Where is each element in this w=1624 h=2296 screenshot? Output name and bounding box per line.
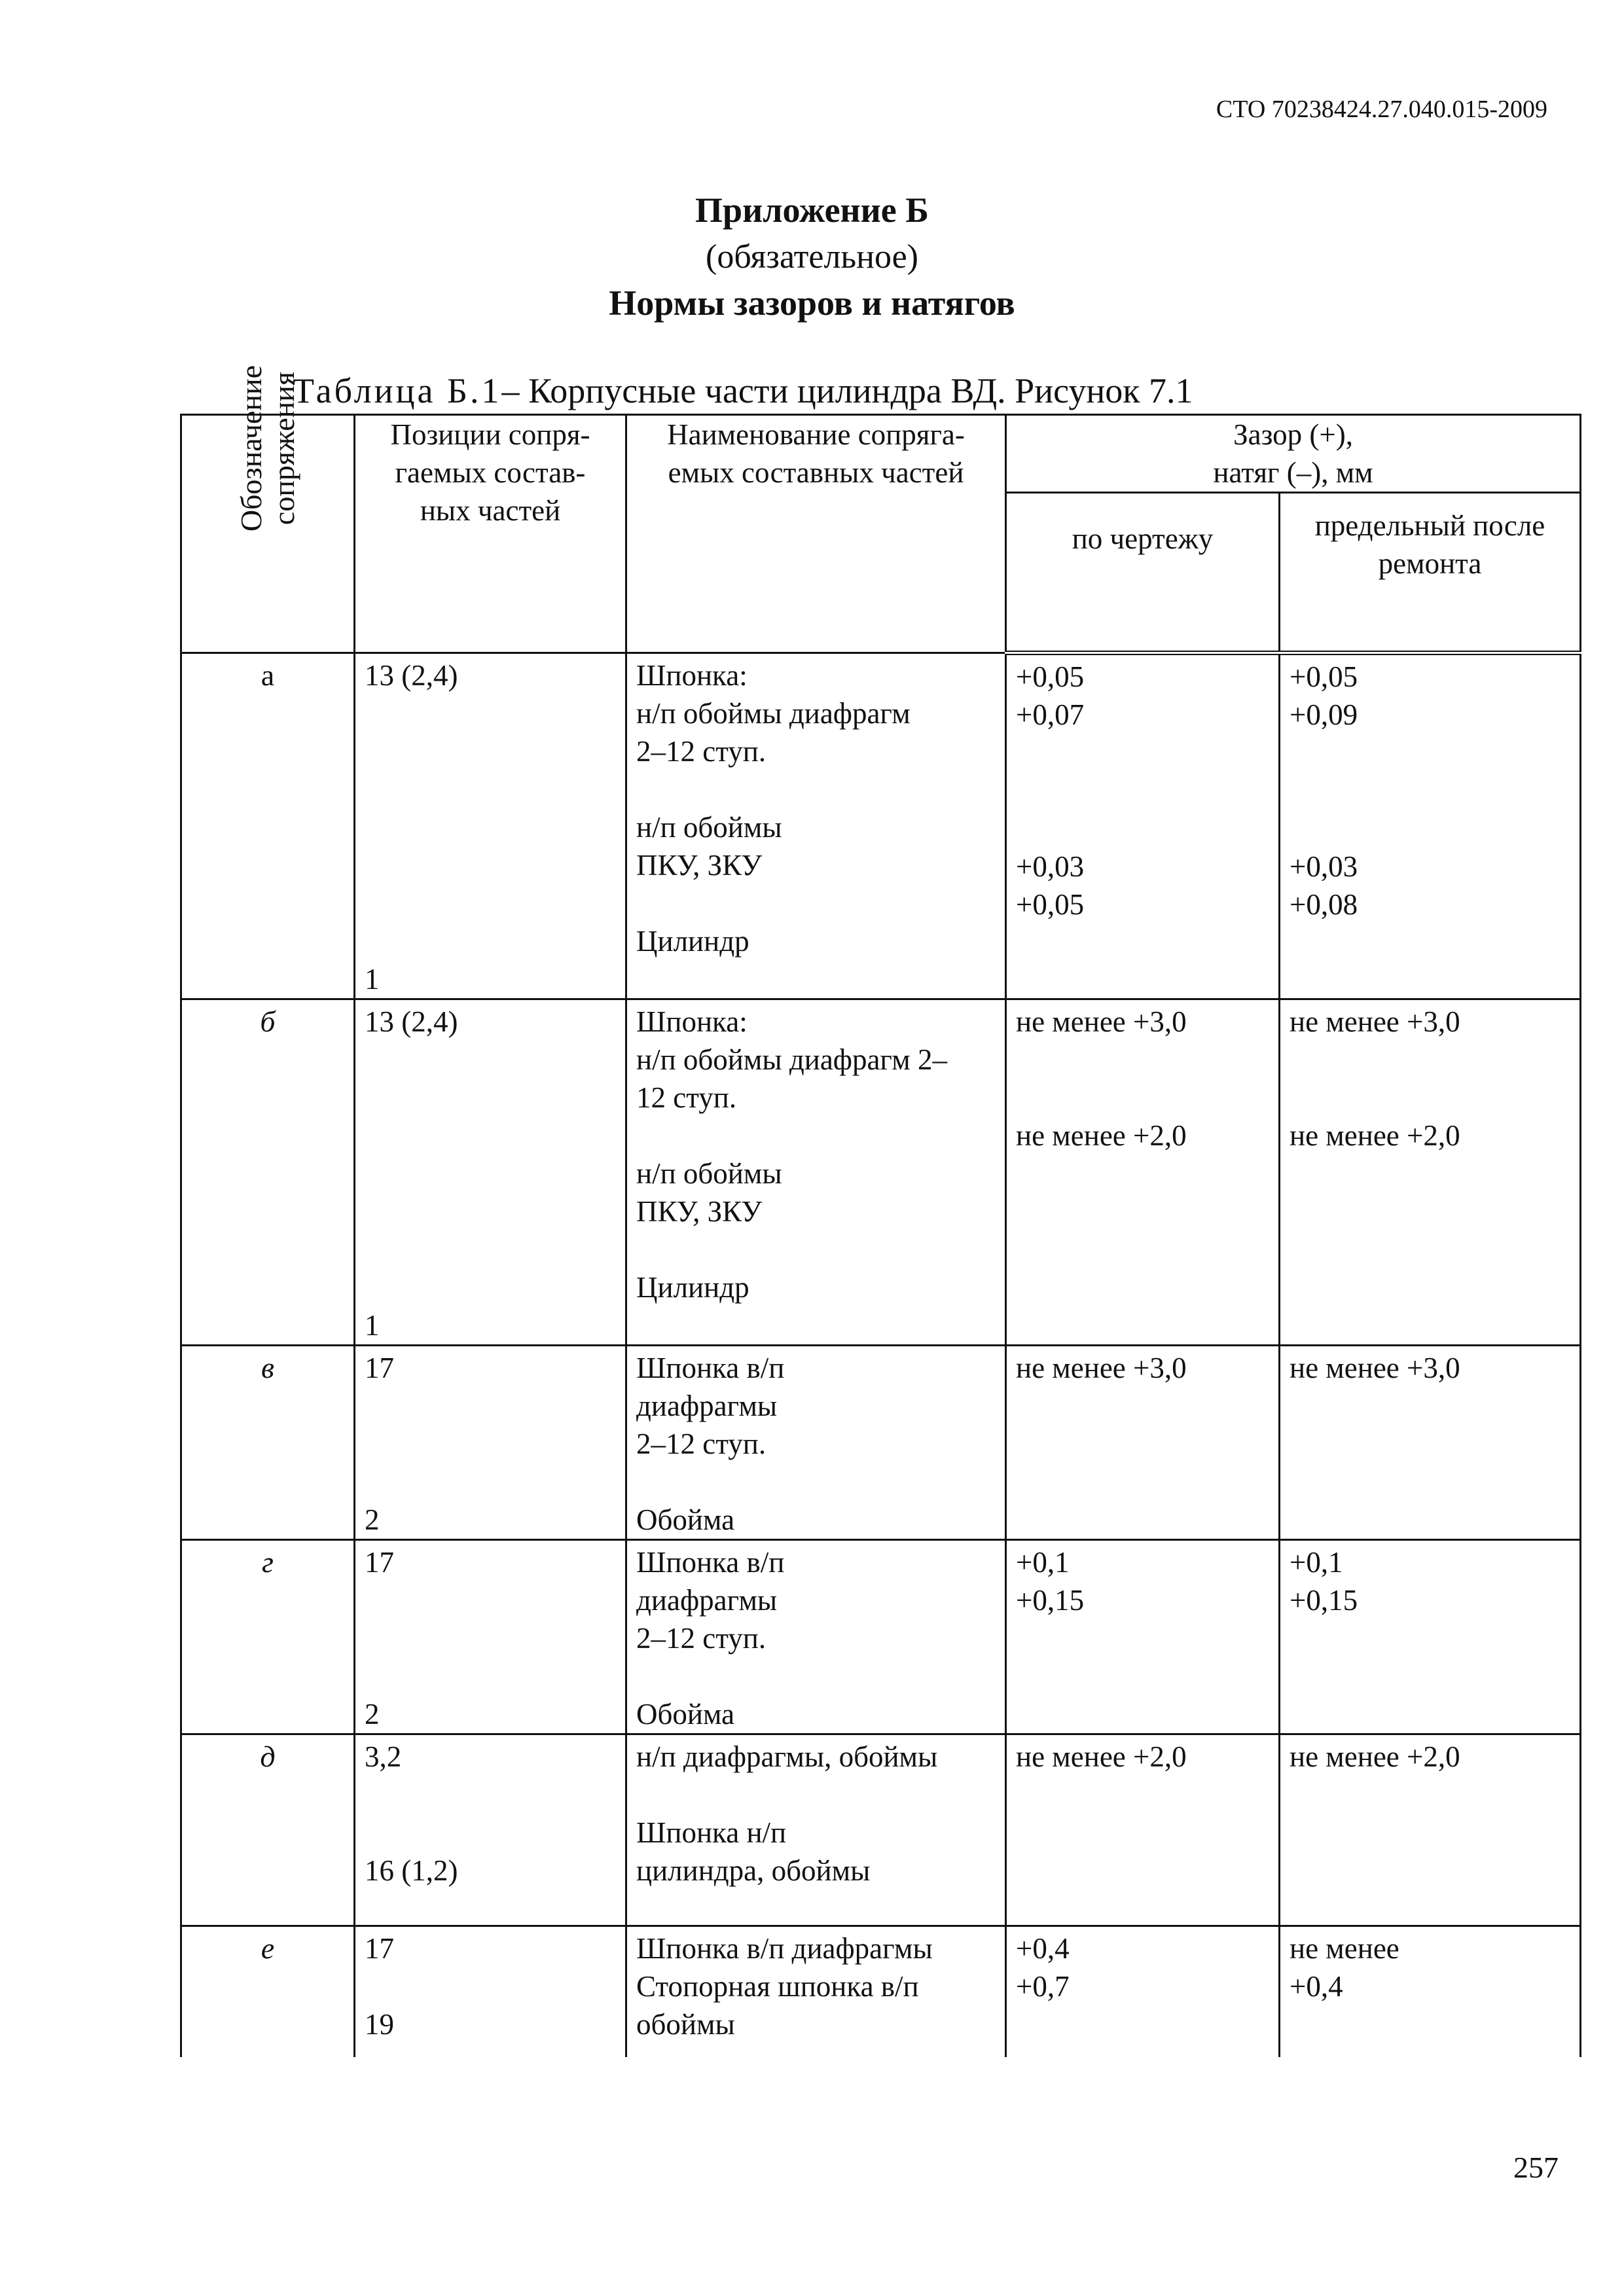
row-names-cell [626,653,1006,999]
cell-line: 17 [365,1352,394,1384]
row-symbol: е [181,1926,355,2057]
row-names-cell [626,1926,1006,2057]
header-by-drawing [1006,493,1280,653]
row-by-drawing-cell [1006,999,1280,1346]
cell-line: +0,03 [1016,850,1085,883]
cell-line: 16 (1,2) [365,1854,458,1887]
header-names [626,415,1006,653]
cell-line: н/п диафрагмы, обоймы [636,1740,938,1773]
cell-line: 17 [365,1932,394,1965]
cell-line: 17 [365,1546,394,1579]
cell-line [636,770,996,808]
row-by-drawing-cell [1006,1540,1280,1734]
header-limit-after-repair [1280,493,1581,653]
cell-line: не менее +3,0 [1290,1352,1460,1384]
row-positions-cell [355,999,626,1346]
header-by-drawing-text: по чертежу [1072,522,1214,555]
document-code: СТО 70238424.27.040.015-2009 [1216,96,1547,123]
row-limit-cell [1280,1540,1581,1734]
table-caption [293,370,1193,411]
row-symbol: б [181,999,355,1346]
row-symbol: д [181,1734,355,1926]
cell-line: 13 (2,4) [365,659,458,692]
cell-line [365,1967,616,2005]
cell-line: не менее +2,0 [1016,1740,1187,1773]
table-row [181,1734,1581,1926]
cell-line: не менее +2,0 [1290,1740,1460,1773]
table-caption-label: Таблица Б.1 [293,371,502,410]
cell-line: диафрагмы [636,1584,778,1617]
cell-line: 2 [365,1698,380,1731]
cell-line: Шпонка: [636,659,748,692]
header-designation-text: Обозначение сопряжения [234,365,301,532]
cell-line [1016,1041,1269,1079]
cell-line: н/п обоймы [636,811,782,844]
cell-line [365,1776,616,1814]
cell-line: н/п обоймы диафрагм 2– [636,1043,948,1076]
row-positions-cell [355,1926,626,2057]
header-positions-text: Позиции сопря-гаемых состав-ных частей [390,418,590,527]
cell-line: Цилиндр [636,925,749,958]
cell-line: цилиндра, обоймы [636,1854,871,1887]
row-symbol: в [181,1346,355,1540]
cell-line: 2–12 ступ. [636,735,767,768]
header-gap-group-text: Зазор (+), натяг (–), мм [1213,418,1373,489]
cell-line: ПКУ, ЗКУ [636,1195,763,1228]
row-symbol: а [181,653,355,999]
cell-line [365,1155,616,1193]
appendix-subtitle: (обязательное) [706,238,918,276]
row-limit-cell [1280,1926,1581,2057]
cell-line: 13 (2,4) [365,1005,458,1038]
cell-line [365,1041,616,1079]
row-names-cell [626,1734,1006,1926]
cell-line [636,1117,996,1155]
cell-line [365,1463,616,1501]
cell-line: Шпонка: [636,1005,748,1038]
cell-line: +0,15 [1290,1584,1358,1617]
cell-line: +0,05 [1016,660,1085,693]
row-positions-cell [355,1346,626,1540]
cell-line: Шпонка в/п [636,1546,785,1579]
cell-line [365,1657,616,1695]
cell-line: не менее +3,0 [1016,1352,1187,1384]
cell-line: Обойма [636,1503,735,1536]
header-positions [355,415,626,653]
cell-line [1016,1079,1269,1117]
table-row [181,999,1581,1346]
row-limit-cell [1280,653,1581,999]
cell-line: +0,05 [1290,660,1358,693]
cell-line: 19 [365,2008,394,2041]
cell-line: не менее +3,0 [1290,1005,1460,1038]
row-by-drawing-cell [1006,1734,1280,1926]
cell-line: +0,1 [1016,1546,1070,1579]
cell-line [1290,734,1570,772]
cell-line: 1 [365,1309,380,1342]
cell-line: Шпонка в/п [636,1352,785,1384]
table-caption-text: – Корпусные части цилиндра ВД. Рисунок 7.1 [501,371,1193,410]
cell-line [365,1581,616,1619]
cell-line: ПКУ, ЗКУ [636,849,763,882]
row-names-cell [626,999,1006,1346]
page-number: 257 [1513,2151,1559,2184]
cell-line [636,1776,996,1814]
cell-line: 2 [365,1503,380,1536]
cell-line: диафрагмы [636,1390,778,1422]
row-names-cell [626,1540,1006,1734]
cell-line: Обойма [636,1698,735,1731]
cell-line: +0,03 [1290,850,1358,883]
cell-line [365,1425,616,1463]
header-names-text: Наименование сопряга-емых составных частей [667,418,965,489]
cell-line: 2–12 ступ. [636,1622,767,1655]
cell-line [365,884,616,922]
cell-line: 2–12 ступ. [636,1427,767,1460]
cell-line [365,1387,616,1425]
cell-line [365,1230,616,1268]
row-by-drawing-cell [1006,1346,1280,1540]
cell-line [636,1657,996,1695]
row-limit-cell [1280,999,1581,1346]
cell-line [365,1193,616,1230]
table-body [181,653,1581,2057]
row-by-drawing-cell [1006,653,1280,999]
cell-line: н/п обоймы [636,1157,782,1190]
cell-line [1016,734,1269,772]
cell-line [636,1230,996,1268]
cell-line [1016,772,1269,810]
header-designation [181,365,355,653]
cell-line: 3,2 [365,1740,402,1773]
row-limit-cell [1280,1346,1581,1540]
cell-line [636,884,996,922]
cell-line [365,846,616,884]
row-by-drawing-cell [1006,1926,1280,2057]
cell-line [365,1079,616,1117]
cell-line: 12 ступ. [636,1081,737,1114]
cell-line: н/п обоймы диафрагм [636,697,911,730]
cell-line: +0,07 [1016,698,1085,731]
table-row [181,1540,1581,1734]
cell-line: не менее +2,0 [1016,1119,1187,1152]
cell-line [365,1619,616,1657]
cell-line: +0,4 [1290,1970,1343,2003]
row-symbol: г [181,1540,355,1734]
cell-line: +0,15 [1016,1584,1085,1617]
cell-line [636,1463,996,1501]
row-positions-cell [355,1734,626,1926]
cell-line [365,1814,616,1852]
cell-line: Шпонка н/п [636,1816,787,1849]
row-positions-cell [355,653,626,999]
cell-line: не менее +2,0 [1290,1119,1460,1152]
row-positions-cell [355,1540,626,1734]
row-names-cell [626,1346,1006,1540]
cell-line: обоймы [636,2008,735,2041]
cell-line: +0,05 [1016,888,1085,921]
cell-line [1290,1041,1570,1079]
header-gap-group [1006,415,1581,493]
cell-line [365,922,616,960]
cell-line [365,1268,616,1306]
appendix-title: Приложение Б [695,190,929,230]
cell-line [1290,1079,1570,1117]
table-row [181,1926,1581,2057]
cell-line [365,1117,616,1155]
cell-line: +0,1 [1290,1546,1343,1579]
cell-line: +0,08 [1290,888,1358,921]
cell-line: не менее [1290,1932,1399,1965]
cell-line: +0,4 [1016,1932,1070,1965]
cell-line [365,770,616,808]
cell-line: +0,7 [1016,1970,1070,2003]
cell-line: +0,09 [1290,698,1358,731]
cell-line: 1 [365,963,380,996]
cell-line [365,808,616,846]
section-title: Нормы зазоров и натягов [609,283,1015,323]
cell-line [1016,810,1269,848]
table-row [181,653,1581,999]
table-row [181,1346,1581,1540]
cell-line [365,694,616,732]
row-limit-cell [1280,1734,1581,1926]
cell-line [1290,810,1570,848]
cell-line: Стопорная шпонка в/п [636,1970,919,2003]
cell-line: не менее +3,0 [1016,1005,1187,1038]
cell-line [1290,772,1570,810]
header-limit-text: предельный после ремонта [1314,509,1545,580]
cell-line [365,732,616,770]
cell-line: Цилиндр [636,1271,749,1304]
cell-line: Шпонка в/п диафрагмы [636,1932,933,1965]
